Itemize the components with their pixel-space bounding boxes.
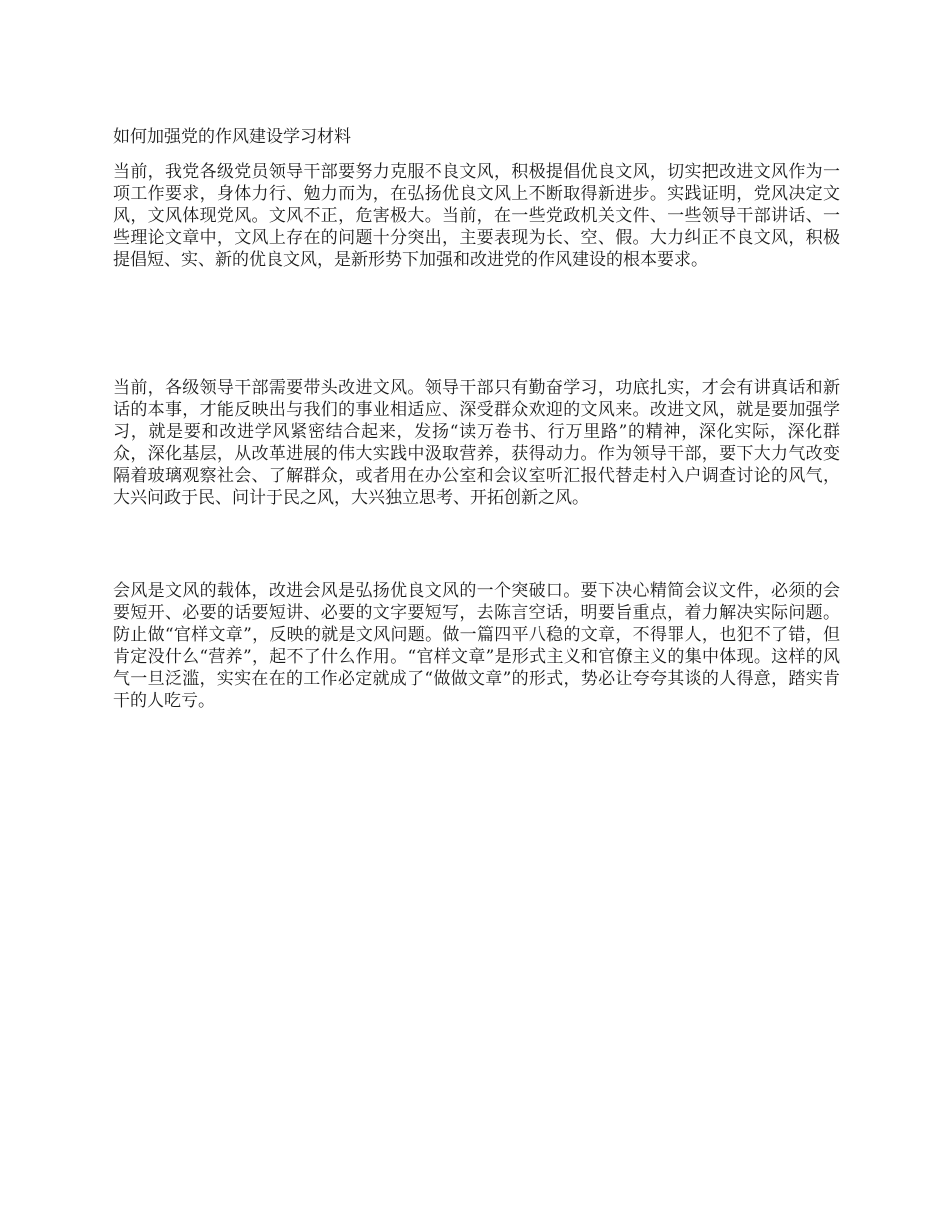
paragraph-2: 当前，各级领导干部需要带头改进文风。领导干部只有勤奋学习，功底扎实，才会有讲真话和新话的本事，才能反映出与我们的事业相适应、深受群众欢迎的文风来。改进文风，就是要加强学习，就是要和改进学风紧密结合起来，发扬“读万卷书、行万里路”的精神，深化实际，深化群众，深化基层，从改革进展的伟大实践中汲取营养，获得动力。作为领导干部，要下大力气改变隔着玻璃观察社会、了解群众，或者用在办公室和会议室听汇报代替走村入户调查讨论的风气，大兴问政于民、问计于民之风，大兴独立思考、开拓创新之风。 (113, 378, 840, 508)
document-title: 如何加强党的作风建设学习材料 (113, 127, 351, 147)
paragraph-3: 会风是文风的载体，改进会风是弘扬优良文风的一个突破口。要下决心精简会议文件，必须的会要短开、必要的话要短讲、必要的文字要短写，去陈言空话，明要旨重点，着力解决实际问题。防止做“官样文章”，反映的就是文风问题。做一篇四平八稳的文章，不得罪人，也犯不了错，但肯定没什么“营养”，起不了什么作用。“官样文章”是形式主义和官僚主义的集中体现。这样的风气一旦泛滥，实实在在的工作必定就成了“做做文章”的形式，势必让夸夸其谈的人得意，踏实肯干的人吃亏。 (113, 581, 840, 711)
paragraph-1: 当前，我党各级党员领导干部要努力克服不良文风，积极提倡优良文风，切实把改进文风作为一项工作要求，身体力行、勉力而为，在弘扬优良文风上不断取得新进步。实践证明，党风决定文风，文风体现党风。文风不正，危害极大。当前，在一些党政机关文件、一些领导干部讲话、一些理论文章中，文风上存在的问题十分突出，主要表现为长、空、假。大力纠正不良文风，积极提倡短、实、新的优良文风，是新形势下加强和改进党的作风建设的根本要求。 (113, 162, 840, 270)
